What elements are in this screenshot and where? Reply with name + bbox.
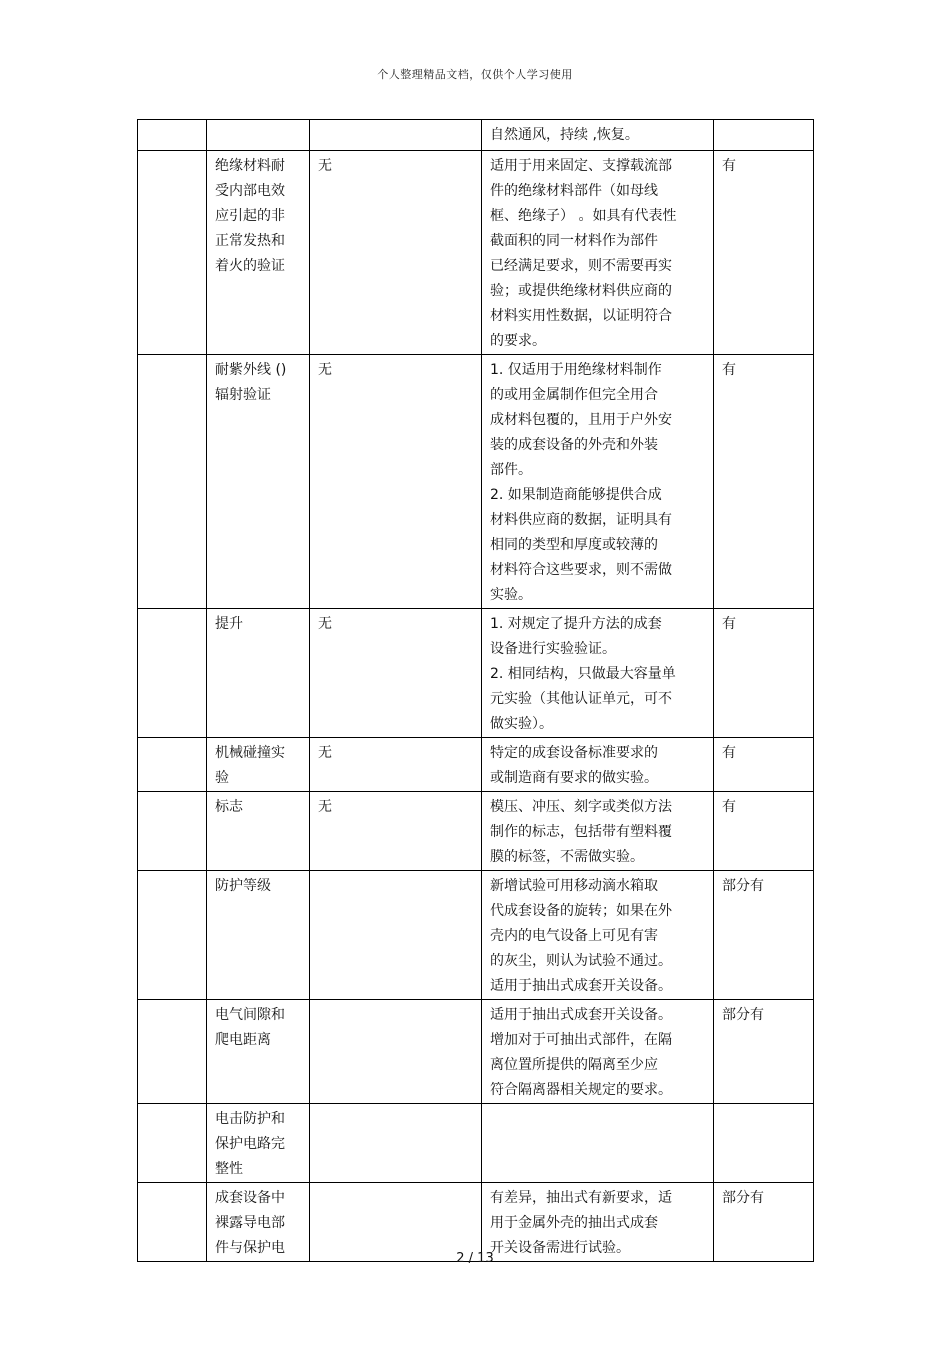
cell-text-line: 部分有: [722, 1007, 764, 1023]
difference-cell: [714, 120, 814, 151]
requirement-cell: [310, 1104, 482, 1183]
difference-cell: [714, 609, 814, 738]
page-header: 个人整理精品文档，仅供个人学习使用: [377, 68, 573, 81]
item-cell: [207, 120, 310, 151]
cell-text-line: 标志: [215, 799, 243, 815]
cell-text-line: 膜的标签，不需做实验。: [490, 849, 644, 865]
cell-text-line: 成材料包覆的，且用于户外安: [490, 412, 672, 428]
item-cell: [207, 609, 310, 738]
description-cell: [482, 151, 714, 355]
requirement-cell: [310, 1183, 482, 1262]
cell-text-line: 增加对于可抽出式部件，在隔: [490, 1032, 672, 1048]
difference-cell: [714, 355, 814, 609]
requirement-cell: [310, 792, 482, 871]
cell-text-line: 做实验）。: [490, 716, 553, 732]
table-row: [138, 738, 814, 792]
cell-text-line: 无: [318, 745, 332, 761]
cell-text-line: 相同的类型和厚度或较薄的: [490, 537, 658, 553]
table-row: [138, 1183, 814, 1262]
cell-text-line: 开关设备需进行试验。: [490, 1240, 630, 1256]
index-cell: [138, 792, 207, 871]
cell-text-line: 电击防护和: [215, 1111, 285, 1127]
description-cell: [482, 355, 714, 609]
table-row: [138, 792, 814, 871]
item-cell: [207, 355, 310, 609]
index-cell: [138, 120, 207, 151]
cell-text-line: 元实验（其他认证单元，可不: [490, 691, 672, 707]
difference-cell: [714, 151, 814, 355]
cell-text-line: 部件。: [490, 462, 532, 478]
requirement-cell: [310, 355, 482, 609]
description-cell: [482, 609, 714, 738]
cell-text-line: 制作的标志，包括带有塑料覆: [490, 824, 672, 840]
cell-text-line: 的或用金属制作但完全用合: [490, 387, 658, 403]
cell-text-line: 已经满足要求，则不需要再实: [490, 258, 672, 274]
cell-text-line: 或制造商有要求的做实验。: [490, 770, 658, 786]
index-cell: [138, 151, 207, 355]
cell-text-line: 裸露导电部: [215, 1215, 285, 1231]
cell-text-line: 离位置所提供的隔离至少应: [490, 1057, 658, 1073]
cell-text-line: 1. 仅适用于用绝缘材料制作: [490, 362, 662, 378]
item-cell: [207, 1104, 310, 1183]
cell-text-line: 自然通风，持续 ,恢复。: [490, 127, 639, 143]
cell-text-line: 装的成套设备的外壳和外装: [490, 437, 658, 453]
cell-text-line: 的要求。: [490, 333, 546, 349]
requirement-cell: [310, 120, 482, 151]
index-cell: [138, 1104, 207, 1183]
cell-text-line: 成套设备中: [215, 1190, 285, 1206]
cell-text-line: 无: [318, 616, 332, 632]
cell-text-line: 件与保护电: [215, 1240, 285, 1256]
page-number: 2 / 13: [456, 1251, 494, 1266]
cell-text-line: 绝缘材料耐: [215, 158, 285, 174]
cell-text-line: 壳内的电气设备上可见有害: [490, 928, 658, 944]
description-cell: [482, 792, 714, 871]
difference-cell: [714, 1000, 814, 1104]
description-cell: [482, 1104, 714, 1183]
cell-text-line: 适用于用来固定、支撑载流部: [490, 158, 672, 174]
cell-text-line: 防护等级: [215, 878, 271, 894]
cell-text-line: 无: [318, 799, 332, 815]
table-row: [138, 1000, 814, 1104]
cell-text-line: 适用于抽出式成套开关设备。: [490, 978, 672, 994]
cell-text-line: 辐射验证: [215, 387, 271, 403]
item-cell: [207, 738, 310, 792]
cell-text-line: 电气间隙和: [215, 1007, 285, 1023]
difference-cell: [714, 871, 814, 1000]
index-cell: [138, 355, 207, 609]
requirement-cell: [310, 151, 482, 355]
cell-text-line: 有: [722, 616, 736, 632]
cell-text-line: 的灰尘，则认为试验不通过。: [490, 953, 672, 969]
table-row: [138, 120, 814, 151]
cell-text-line: 1. 对规定了提升方法的成套: [490, 616, 662, 632]
cell-text-line: 提升: [215, 616, 243, 632]
cell-text-line: 受内部电效: [215, 183, 285, 199]
cell-text-line: 代成套设备的旋转；如果在外: [490, 903, 672, 919]
item-cell: [207, 792, 310, 871]
difference-cell: [714, 792, 814, 871]
index-cell: [138, 1183, 207, 1262]
cell-text-line: 模压、冲压、刻字或类似方法: [490, 799, 672, 815]
index-cell: [138, 871, 207, 1000]
cell-text-line: 无: [318, 362, 332, 378]
cell-text-line: 2. 相同结构，只做最大容量单: [490, 666, 676, 682]
cell-text-line: 件的绝缘材料部件（如母线: [490, 183, 658, 199]
cell-text-line: 爬电距离: [215, 1032, 271, 1048]
cell-text-line: 有: [722, 799, 736, 815]
difference-cell: [714, 1183, 814, 1262]
description-cell: [482, 871, 714, 1000]
item-cell: [207, 151, 310, 355]
cell-text-line: 材料符合这些要求，则不需做: [490, 562, 672, 578]
cell-text-line: 着火的验证: [215, 258, 285, 274]
cell-text-line: 材料供应商的数据，证明具有: [490, 512, 672, 528]
description-cell: [482, 738, 714, 792]
test-items-table: [137, 119, 814, 1262]
cell-text-line: 有: [722, 158, 736, 174]
cell-text-line: 整性: [215, 1161, 243, 1177]
item-cell: [207, 1183, 310, 1262]
description-cell: [482, 1000, 714, 1104]
cell-text-line: 新增试验可用移动滴水箱取: [490, 878, 658, 894]
cell-text-line: 材料实用性数据，以证明符合: [490, 308, 672, 324]
table-row: [138, 871, 814, 1000]
cell-text-line: 耐紫外线 (): [215, 362, 287, 378]
difference-cell: [714, 738, 814, 792]
difference-cell: [714, 1104, 814, 1183]
item-cell: [207, 871, 310, 1000]
cell-text-line: 有差异，抽出式有新要求，适: [490, 1190, 672, 1206]
cell-text-line: 机械碰撞实: [215, 745, 285, 761]
cell-text-line: 设备进行实验验证。: [490, 641, 616, 657]
cell-text-line: 应引起的非: [215, 208, 285, 224]
table-row: [138, 151, 814, 355]
cell-text-line: 实验。: [490, 587, 532, 603]
cell-text-line: 验: [215, 770, 229, 786]
cell-text-line: 用于金属外壳的抽出式成套: [490, 1215, 658, 1231]
cell-text-line: 特定的成套设备标准要求的: [490, 745, 658, 761]
cell-text-line: 适用于抽出式成套开关设备。: [490, 1007, 672, 1023]
table-row: [138, 1104, 814, 1183]
requirement-cell: [310, 871, 482, 1000]
cell-text-line: 有: [722, 745, 736, 761]
cell-text-line: 截面积的同一材料作为部件: [490, 233, 658, 249]
description-cell: [482, 120, 714, 151]
requirement-cell: [310, 1000, 482, 1104]
index-cell: [138, 609, 207, 738]
cell-text-line: 部分有: [722, 878, 764, 894]
cell-text-line: 有: [722, 362, 736, 378]
index-cell: [138, 738, 207, 792]
table-row: [138, 355, 814, 609]
cell-text-line: 框、绝缘子） 。如具有代表性: [490, 208, 677, 224]
cell-text-line: 正常发热和: [215, 233, 285, 249]
item-cell: [207, 1000, 310, 1104]
description-cell: [482, 1183, 714, 1262]
requirement-cell: [310, 609, 482, 738]
cell-text-line: 保护电路完: [215, 1136, 285, 1152]
table-row: [138, 609, 814, 738]
cell-text-line: 验；或提供绝缘材料供应商的: [490, 283, 672, 299]
index-cell: [138, 1000, 207, 1104]
requirement-cell: [310, 738, 482, 792]
cell-text-line: 部分有: [722, 1190, 764, 1206]
cell-text-line: 2. 如果制造商能够提供合成: [490, 487, 662, 503]
cell-text-line: 无: [318, 158, 332, 174]
cell-text-line: 符合隔离器相关规定的要求。: [490, 1082, 672, 1098]
